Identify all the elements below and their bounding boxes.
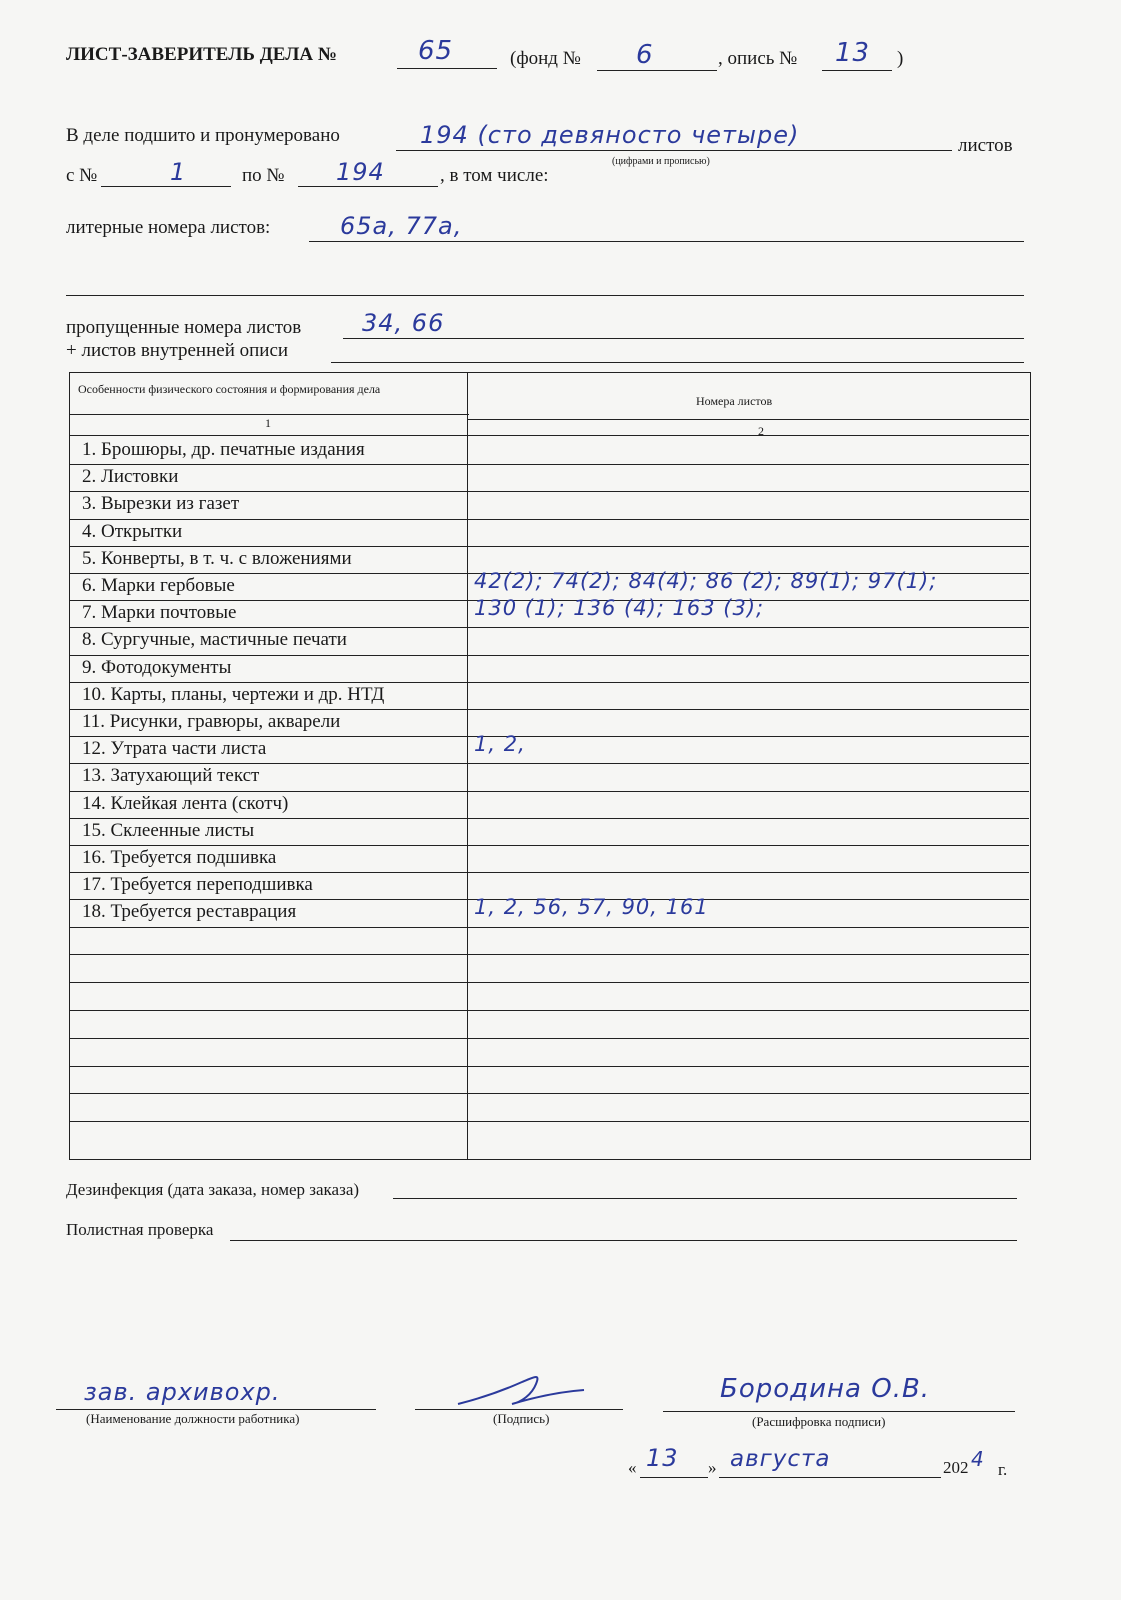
sign-caption: (Подпись) — [493, 1411, 550, 1426]
filed-label: В деле подшито и пронумеровано — [66, 125, 340, 146]
filed-unit: листов — [958, 135, 1013, 156]
fond-line — [597, 70, 717, 71]
position-line — [56, 1409, 376, 1410]
from-line — [101, 186, 231, 187]
opis-number: 13 — [835, 38, 871, 68]
table-row-label: 5. Конверты, в т. ч. с вложениями — [82, 547, 352, 569]
table-row-divider — [69, 655, 1029, 656]
table-row-value: 1, 2, — [474, 732, 526, 757]
position-value: зав. архивохр. — [84, 1378, 281, 1406]
year-suffix: 4 — [971, 1447, 985, 1471]
fond-number: 6 — [636, 40, 654, 70]
table-row-divider — [69, 818, 1029, 819]
opis-label: , опись № — [718, 48, 798, 69]
table-row-divider — [69, 464, 1029, 465]
year-unit: г. — [998, 1460, 1008, 1479]
letter-pages-label: литерные номера листов: — [66, 217, 271, 238]
table-row-label: 18. Требуется реставрация — [82, 901, 297, 923]
table-row-label: 9. Фотодокументы — [82, 656, 232, 678]
check-line — [230, 1240, 1017, 1241]
table-row-label: 14. Клейкая лента (скотч) — [82, 792, 289, 814]
table-row-label: 7. Марки почтовые — [82, 602, 237, 624]
document-title: ЛИСТ-ЗАВЕРИТЕЛЬ ДЕЛА № — [66, 44, 337, 65]
name-caption: (Расшифровка подписи) — [752, 1414, 886, 1429]
table-row-label: 10. Карты, планы, чертежи и др. НТД — [82, 683, 385, 705]
column-1-number: 1 — [265, 416, 271, 430]
day-line — [640, 1477, 708, 1478]
skipped-pages-value: 34, 66 — [362, 309, 445, 337]
opis-line — [822, 70, 892, 71]
header-close-paren: ) — [897, 48, 904, 69]
to-value: 194 — [336, 158, 385, 186]
disinfection-label: Дезинфекция (дата заказа, номер заказа) — [66, 1180, 360, 1199]
header-divider-left — [69, 414, 469, 415]
letter-pages-value: 65а, 77а, — [340, 212, 463, 240]
numbering-divider — [69, 435, 1029, 436]
table-row-value: 1, 2, 56, 57, 90, 161 — [474, 895, 709, 920]
table-row-divider — [69, 791, 1029, 792]
table-row-divider — [69, 709, 1029, 710]
column-2-header: Номера листов — [696, 394, 773, 408]
date-open-quote: « — [628, 1458, 637, 1477]
inner-list-label: + листов внутренней описи — [66, 340, 289, 361]
empty-row-divider — [69, 1093, 1029, 1094]
column-1-header: Особенности физического состояния и формирования дела — [78, 382, 381, 396]
table-row-label: 1. Брошюры, др. печатные издания — [82, 439, 365, 460]
date-close-quote: » — [708, 1458, 717, 1477]
position-caption: (Наименование должности работника) — [86, 1411, 300, 1426]
case-number: 65 — [418, 36, 454, 66]
empty-row-divider — [69, 1121, 1029, 1122]
table-row-label: 11. Рисунки, гравюры, акварели — [82, 711, 341, 732]
table-row-divider — [69, 627, 1029, 628]
table-row-divider — [69, 736, 1029, 737]
table-row-divider — [69, 872, 1029, 873]
table-row-label: 17. Требуется переподшивка — [82, 874, 313, 896]
table-row-label: 16. Требуется подшивка — [82, 847, 277, 868]
letter-pages-line — [309, 241, 1024, 242]
table-row-divider — [69, 763, 1029, 764]
table-row-divider — [69, 845, 1029, 846]
year-prefix: 202 — [943, 1458, 969, 1477]
name-line — [663, 1411, 1015, 1412]
from-label: с № — [66, 165, 98, 186]
empty-row-divider — [69, 954, 1029, 955]
letter-pages-line-2 — [66, 295, 1024, 296]
date-month: августа — [730, 1446, 831, 1472]
table-row-divider — [69, 927, 1029, 928]
empty-row-divider — [69, 1066, 1029, 1067]
empty-row-divider — [69, 1038, 1029, 1039]
table-column-divider — [467, 372, 468, 1159]
table-row-divider — [69, 546, 1029, 547]
to-line — [298, 186, 438, 187]
table-row-label: 13. Затухающий текст — [82, 765, 260, 787]
date-day: 13 — [646, 1444, 679, 1472]
table-row-label: 12. Утрата части листа — [82, 738, 267, 760]
fond-label: (фонд № — [510, 48, 581, 69]
check-label: Полистная проверка — [66, 1220, 214, 1239]
skipped-pages-label: пропущенные номера листов — [66, 317, 302, 338]
skipped-pages-line — [343, 338, 1024, 339]
table-row-value: 42(2); 74(2); 84(4); 86 (2); 89(1); 97(1); — [474, 569, 938, 593]
signature-mark — [452, 1368, 592, 1414]
to-label: по № — [242, 165, 285, 186]
empty-row-divider — [69, 1010, 1029, 1011]
filed-hint: (цифрами и прописью) — [612, 156, 710, 167]
table-row-label: 2. Листовки — [82, 466, 179, 488]
including-text: , в том числе: — [440, 165, 549, 186]
table-row-value: 130 (1); 136 (4); 163 (3); — [474, 596, 765, 621]
table-row-label: 4. Открытки — [82, 520, 183, 542]
table-row-label: 8. Сургучные, мастичные печати — [82, 629, 347, 651]
table-row-label: 3. Вырезки из газет — [82, 493, 240, 515]
empty-row-divider — [69, 982, 1029, 983]
disinfection-line — [393, 1198, 1017, 1199]
table-row-label: 15. Склеенные листы — [82, 819, 255, 841]
case-number-line — [397, 68, 497, 69]
filed-value: 194 (сто девяносто четыре) — [420, 121, 800, 149]
month-line — [719, 1477, 941, 1478]
table-row-divider — [69, 519, 1029, 520]
inner-list-line — [331, 362, 1024, 363]
table-row-divider — [69, 682, 1029, 683]
from-value: 1 — [170, 158, 187, 186]
header-divider-right — [467, 419, 1029, 420]
filed-line — [396, 150, 952, 151]
table-row-label: 6. Марки гербовые — [82, 575, 235, 596]
column-2-number: 2 — [758, 424, 764, 438]
name-value: Бородина О.В. — [720, 1374, 931, 1404]
table-row-divider — [69, 491, 1029, 492]
